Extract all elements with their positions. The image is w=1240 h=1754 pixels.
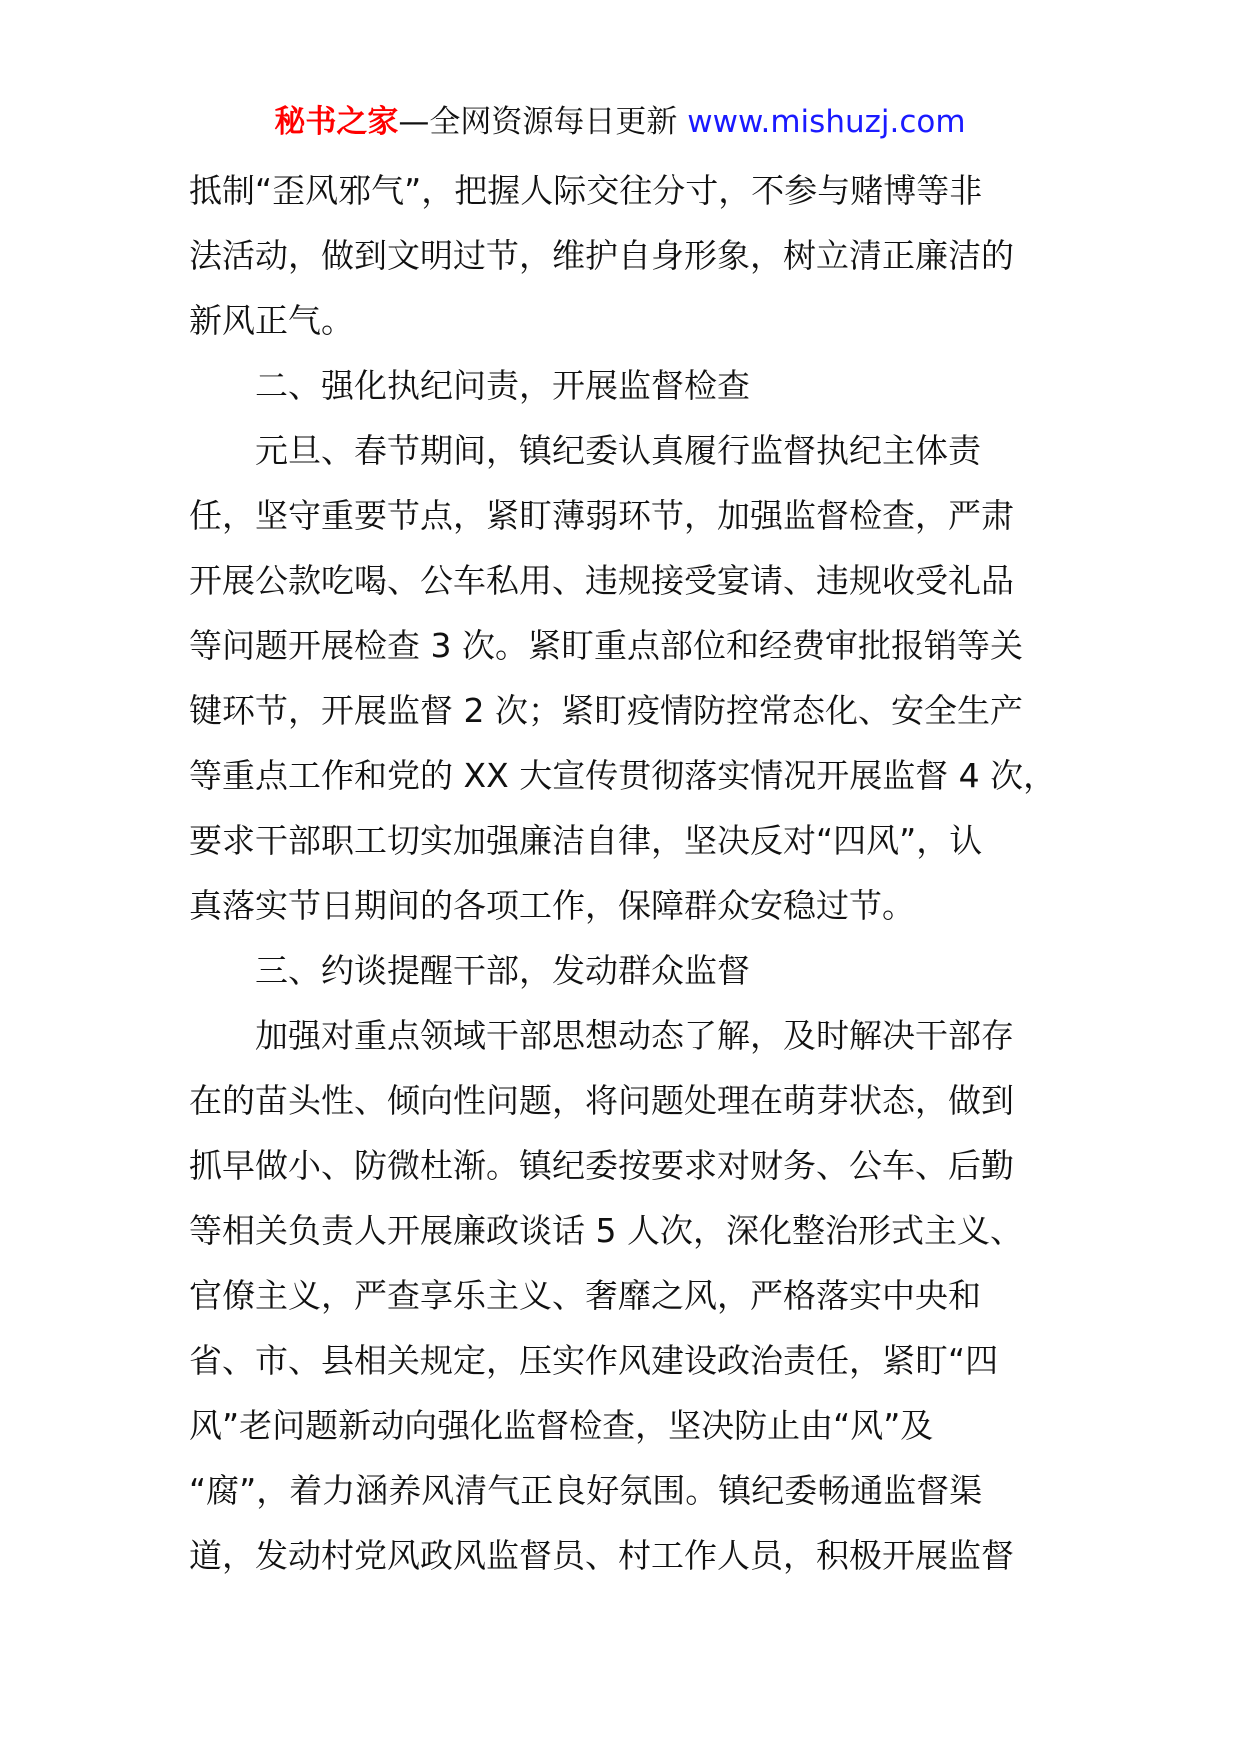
brand-name: 秘书之家 [274, 104, 399, 140]
text-line: 任，坚守重要节点，紧盯薄弱环节，加强监督检查，严肃 [189, 496, 1014, 535]
text-line: 开展公款吃喝、公车私用、违规接受宴请、违规收受礼品 [189, 561, 1014, 600]
text-line: 法活动，做到文明过节，维护自身形象，树立清正廉洁的 [189, 236, 1014, 275]
text-line: 省、市、县相关规定，压实作风建设政治责任，紧盯“四 [189, 1341, 999, 1380]
text-line: 在的苗头性、倾向性问题，将问题处理在萌芽状态，做到 [189, 1081, 1014, 1120]
text-line: 道，发动村党风政风监督员、村工作人员，积极开展监督 [189, 1536, 1014, 1575]
text-line: 官僚主义，严查享乐主义、奢靡之风，严格落实中央和 [189, 1276, 981, 1315]
site-watermark-header [0, 100, 1240, 144]
text-line: 三、约谈提醒干部，发动群众监督 [255, 951, 750, 990]
text-line: 元旦、春节期间，镇纪委认真履行监督执纪主体责 [255, 431, 981, 470]
text-line: 等问题开展检查 3 次。紧盯重点部位和经费审批报销等关 [189, 626, 1023, 665]
text-line: 新风正气。 [189, 301, 354, 340]
text-line: 抵制“歪风邪气”，把握人际交往分寸，不参与赌博等非 [189, 171, 983, 210]
text-line: 真落实节日期间的各项工作，保障群众安稳过节。 [189, 886, 915, 925]
text-line: 风”老问题新动向强化监督检查，坚决防止由“风”及 [189, 1406, 934, 1445]
text-line: 键环节，开展监督 2 次；紧盯疫情防控常态化、安全生产 [189, 691, 1023, 730]
text-line: 二、强化执纪问责，开展监督检查 [255, 366, 750, 405]
site-url: www.mishuzj.com [687, 104, 966, 140]
text-line: 等相关负责人开展廉政谈话 5 人次，深化整治形式主义、 [189, 1211, 1023, 1250]
tagline: —全网资源每日更新 [398, 104, 678, 140]
document-body [189, 158, 1059, 1588]
text-line: “腐”，着力涵养风清气正良好氛围。镇纪委畅通监督渠 [189, 1471, 983, 1510]
text-line: 抓早做小、防微杜渐。镇纪委按要求对财务、公车、后勤 [189, 1146, 1014, 1185]
text-line: 等重点工作和党的 XX 大宣传贯彻落实情况开展监督 4 次， [189, 756, 1057, 795]
text-line: 要求干部职工切实加强廉洁自律，坚决反对“四风”，认 [189, 821, 983, 860]
text-line: 加强对重点领域干部思想动态了解，及时解决干部存 [255, 1016, 1014, 1055]
